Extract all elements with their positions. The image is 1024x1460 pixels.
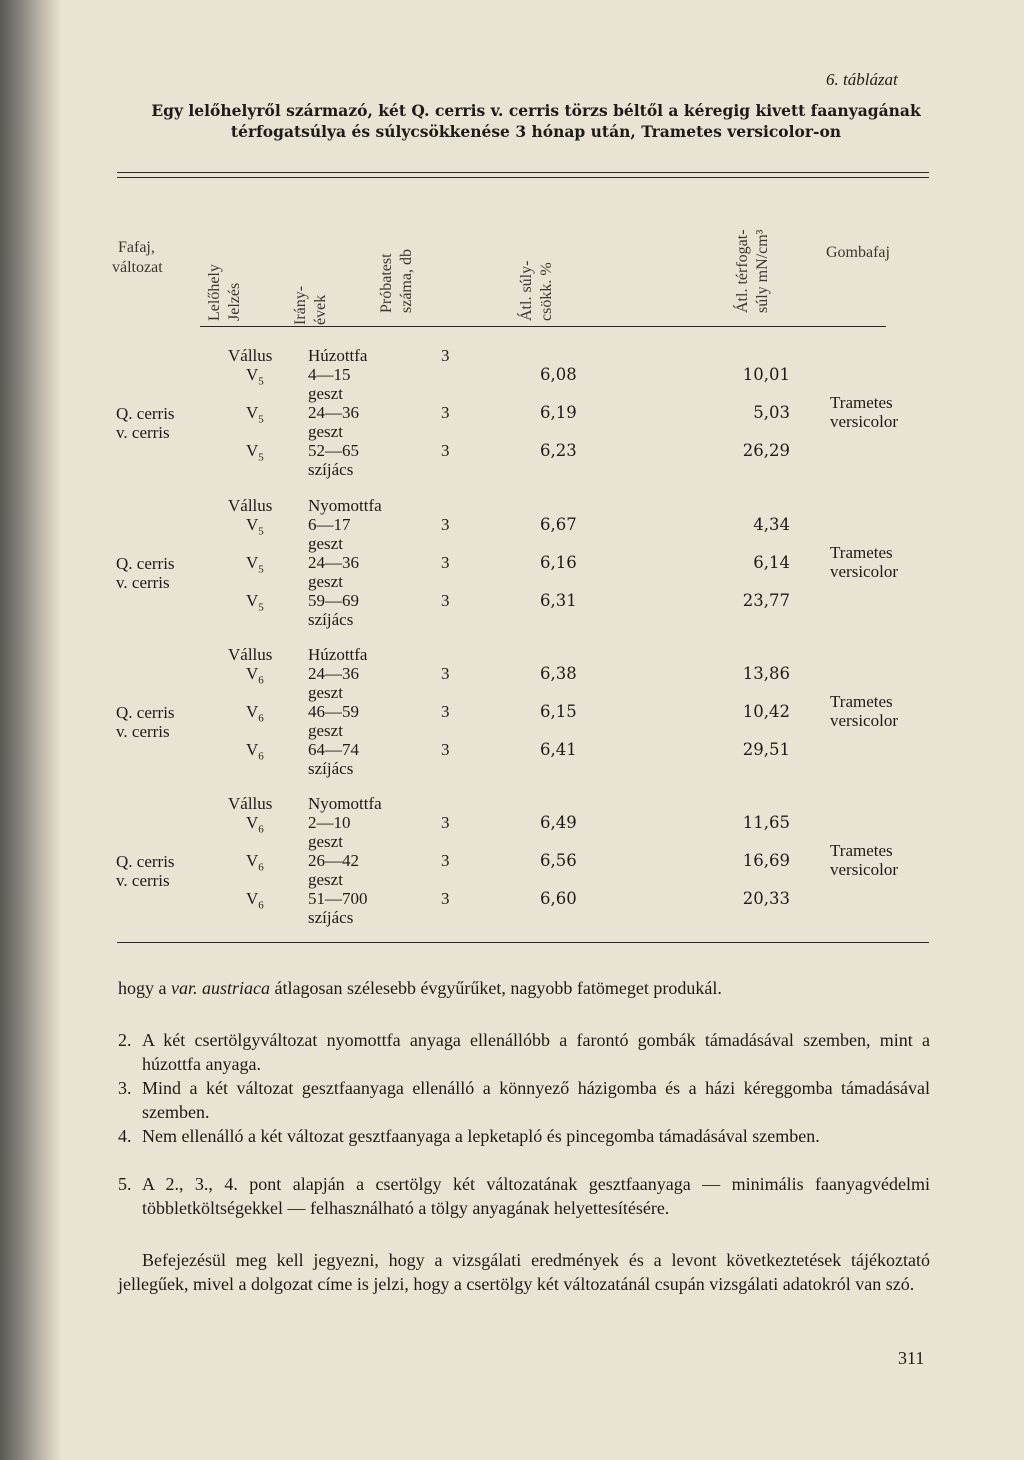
wood-type: geszt [308,534,343,553]
paragraph-italic-term: var. austriaca [171,978,270,998]
fungus-line2: versicolor [830,860,898,879]
site-code: $V_6$ [246,664,264,687]
header-irany-line1: Irány- [292,285,309,325]
density-value: 20,33 [742,889,790,908]
weight-loss-value: 6,60 [540,889,577,908]
list-item-number: 2. [118,1030,132,1050]
year-range: 51—700 [308,889,368,908]
sample-count: 3 [441,813,450,832]
site-code: $V_5$ [246,403,264,426]
species-line1: Q. cerris [116,404,175,423]
paragraph-text-a: hogy a [118,978,171,998]
sample-count: 3 [441,515,450,534]
sample-count: 3 [441,889,450,908]
density-value: 10,01 [742,365,790,384]
sample-count: 3 [441,403,450,422]
header-lelohely-line2: Jelzés [226,282,243,321]
species-line2: v. cerris [116,423,170,442]
year-range: 46—59 [308,702,359,721]
sample-count: 3 [441,740,450,759]
wood-type: szíjács [308,759,354,778]
density-value: 29,51 [742,740,790,759]
site-code: $V_5$ [246,441,264,464]
weight-loss-value: 6,19 [540,403,577,422]
density-value: 26,29 [742,441,790,460]
header-suly-line1: Átl. súly- [518,260,535,321]
list-item-number: 5. [118,1174,132,1194]
year-range: 24—36 [308,664,359,683]
header-probatest-line1: Próbatest [378,253,395,313]
weight-loss-value: 6,15 [540,702,577,721]
wood-direction: Nyomottfa [308,496,382,515]
wood-type: geszt [308,870,343,889]
site-code: $V_5$ [246,515,264,538]
site-place: Vállus [228,645,273,664]
species-line2: v. cerris [116,871,170,890]
paragraph-text-b: átlagosan szélesebb évgyűrűket, nagyobb fatömeget produkál. [270,978,722,998]
sample-count: 3 [441,591,450,610]
wood-type: geszt [308,384,343,403]
paragraph-continuation [118,976,930,1000]
year-range: 4—15 [308,365,351,384]
header-lelohely-line1: Lelőhely [206,264,223,321]
wood-direction: Nyomottfa [308,794,382,813]
density-value: 16,69 [742,851,790,870]
year-range: 6—17 [308,515,351,534]
page-number: 311 [898,1348,925,1368]
species-line1: Q. cerris [116,554,175,573]
page-binding-shadow [0,0,62,1460]
fungus-line2: versicolor [830,412,898,431]
weight-loss-value: 6,56 [540,851,577,870]
header-terfogat-line1: Átl. térfogat- [734,229,751,313]
header-terfogat-line2: súly mN/cm³ [754,229,771,313]
density-value: 4,34 [753,515,790,534]
site-code: $V_5$ [246,553,264,576]
species-line2: v. cerris [116,573,170,592]
table-title: Egy lelőhelyről származó, két Q. cerris v. cerris törzs béltől a kéregig kivett faanyagának térfogatsúlya és súlycsökkenése 3 hónap után, Trametes versicolor-on [151,101,921,141]
weight-loss-value: 6,31 [540,591,577,610]
fungus-line1: Trametes [830,543,893,562]
list-item-text: Nem ellenálló a két változat gesztfaanyaga a lepketapló és pincegomba támadásával szemben. [142,1126,820,1146]
fungus-line1: Trametes [830,393,893,412]
year-range: 52—65 [308,441,359,460]
fungus-line2: versicolor [830,562,898,581]
table-top-rule-2 [117,177,929,178]
sample-count: 3 [441,553,450,572]
wood-direction: Húzottfa [308,645,368,664]
header-probatest-line2: száma, db [398,249,415,313]
weight-loss-value: 6,16 [540,553,577,572]
fungus-line2: versicolor [830,711,898,730]
sample-count: 3 [441,851,450,870]
fungus-line1: Trametes [830,841,893,860]
closing-paragraph: Befejezésül meg kell jegyezni, hogy a vizsgálati eredmények és a levont következtetések tájékoztató jellegűek, mivel a dolgozat címe is jelzi, hogy a csertölgy két változatánál csupán vizsgálati adatokról van szó. [118,1250,930,1294]
density-value: 23,77 [742,591,790,610]
header-irany-line2: évek [312,294,329,325]
site-place: Vállus [228,496,273,515]
wood-type: geszt [308,572,343,591]
weight-loss-value: 6,67 [540,515,577,534]
site-code: $V_6$ [246,740,264,763]
list-item-number: 3. [118,1078,132,1098]
weight-loss-value: 6,38 [540,664,577,683]
year-range: 24—36 [308,403,359,422]
species-line2: v. cerris [116,722,170,741]
table-caption: 6. táblázat [826,70,898,89]
species-line1: Q. cerris [116,703,175,722]
weight-loss-value: 6,23 [540,441,577,460]
wood-type: geszt [308,721,343,740]
sample-count: 3 [441,441,450,460]
list-item-text: Mind a két változat gesztfaanyaga ellenálló a könnyező házigomba és a házi kéreggomba támadásával szemben. [142,1078,930,1122]
density-value: 10,42 [742,702,790,721]
table-top-rule-1 [117,172,929,173]
site-code: $V_6$ [246,702,264,725]
density-value: 11,65 [742,813,790,832]
wood-type: geszt [308,683,343,702]
sample-count: 3 [441,702,450,721]
density-value: 5,03 [753,403,790,422]
header-fafaj-line1: Fafaj, [118,239,155,256]
list-item-number: 4. [118,1126,132,1146]
list-item-text: A 2., 3., 4. pont alapján a csertölgy két változatának gesztfaanyaga — minimális faanyagvédelmi többletköltségekkel — felhasználható a tölgy anyagának helyettesítésére. [142,1174,930,1218]
site-place: Vállus [228,794,273,813]
weight-loss-value: 6,41 [540,740,577,759]
density-value: 13,86 [742,664,790,683]
header-suly-line2: csökk. % [538,262,555,321]
weight-loss-value: 6,49 [540,813,577,832]
year-range: 24—36 [308,553,359,572]
header-gombafaj: Gombafaj [826,244,890,261]
table-bottom-rule [117,942,929,943]
site-place: Vállus [228,346,273,365]
header-bottom-rule [200,326,886,327]
sample-count: 3 [441,664,450,683]
list-item-text: A két csertölgyváltozat nyomottfa anyaga ellenállóbb a farontó gombák támadásával szemben, mint a húzottfa anyaga. [142,1030,930,1074]
year-range: 2—10 [308,813,351,832]
wood-type: szíjács [308,460,354,479]
year-range: 59—69 [308,591,359,610]
year-range: 26—42 [308,851,359,870]
wood-direction: Húzottfa [308,346,368,365]
weight-loss-value: 6,08 [540,365,577,384]
sample-count: 3 [441,346,450,365]
site-code: $V_6$ [246,889,264,912]
wood-type: geszt [308,422,343,441]
wood-type: szíjács [308,610,354,629]
site-code: $V_5$ [246,365,264,388]
header-fafaj-line2: változat [112,259,163,276]
species-line1: Q. cerris [116,852,175,871]
density-value: 6,14 [753,553,790,572]
site-code: $V_6$ [246,851,264,874]
fungus-line1: Trametes [830,692,893,711]
site-code: $V_5$ [246,591,264,614]
site-code: $V_6$ [246,813,264,836]
wood-type: szíjács [308,908,354,927]
year-range: 64—74 [308,740,359,759]
wood-type: geszt [308,832,343,851]
